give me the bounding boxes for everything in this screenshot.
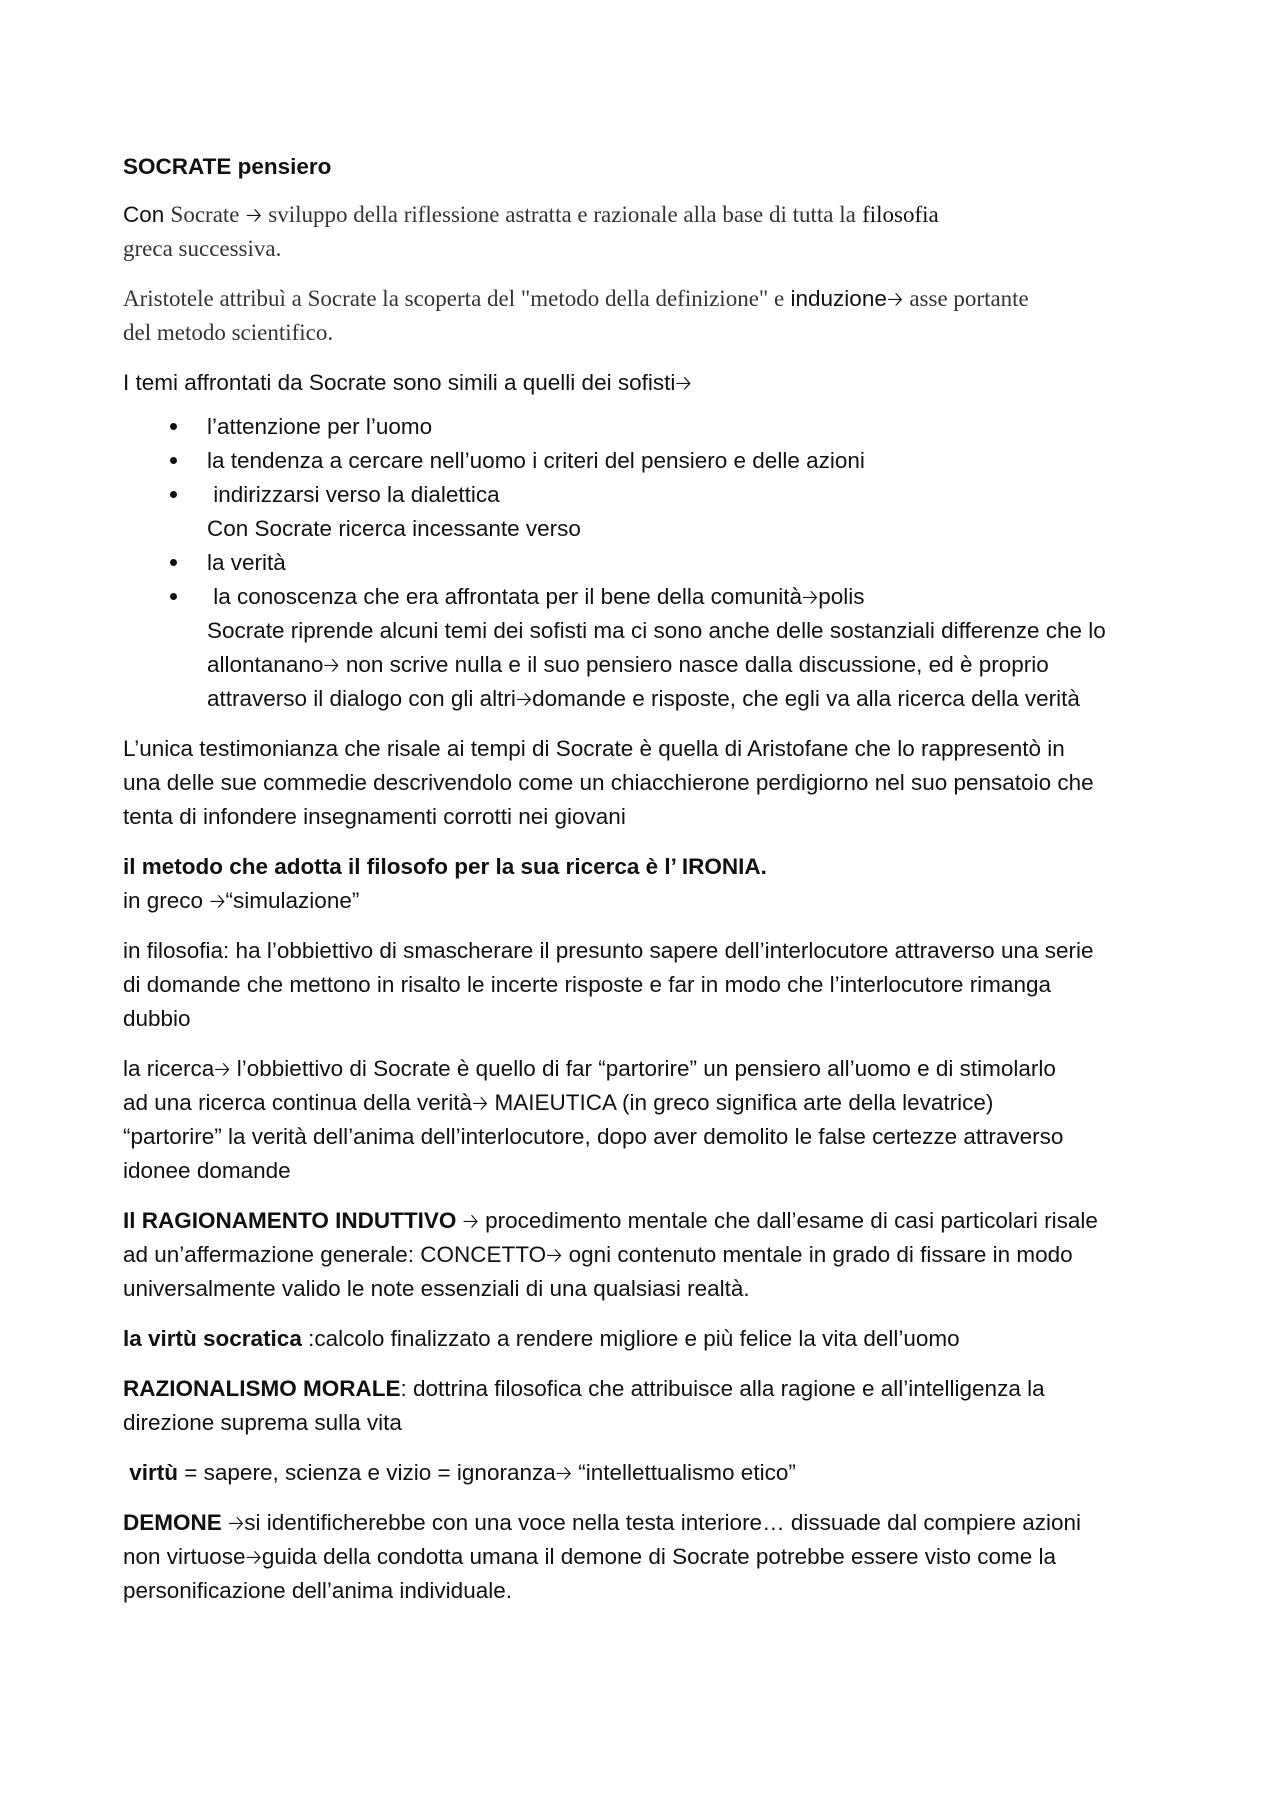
- text: idonee domande: [123, 1158, 291, 1183]
- text: universalmente valido le note essenziali di una qualsiasi realtà.: [123, 1276, 750, 1301]
- paragraph-aristofane: [123, 732, 1168, 834]
- text: virtù: [123, 1460, 179, 1485]
- text: Socrate riprende alcuni temi dei sofisti ma ci sono anche delle sostanziali differenze che lo: [207, 618, 1106, 643]
- arrow-right-icon: 🡢: [886, 287, 904, 311]
- text: “simulazione”: [225, 888, 360, 913]
- text: in filosofia: ha l’obbiettivo di smascherare il presunto sapere dell’interlocutore attraverso una serie: [123, 938, 1094, 963]
- list-item: l’attenzione per l’uomo: [123, 410, 1168, 444]
- paragraph-razionalismo: [123, 1372, 1168, 1440]
- list-item: la verità: [123, 546, 1168, 580]
- text: “partorire” la verità dell’anima dell’interlocutore, dopo aver demolito le false certezze attraverso: [123, 1124, 1064, 1149]
- text: la virtù socratica: [123, 1326, 302, 1351]
- text: tenta di infondere insegnamenti corrotti nei giovani: [123, 804, 626, 829]
- text: MAIEUTICA (in greco significa arte della levatrice): [488, 1090, 994, 1115]
- paragraph-maieutica: [123, 1052, 1168, 1188]
- text: induzione: [790, 286, 887, 311]
- text: :calcolo finalizzato a rendere migliore e più felice la vita dell’uomo: [301, 1326, 960, 1351]
- bullet-list: [123, 410, 1168, 716]
- text: polis: [818, 584, 865, 609]
- text: il metodo che adotta il filosofo per la sua ricerca è l’ IRONIA.: [123, 854, 767, 879]
- text: non scrive nulla e il suo pensiero nasce dalla discussione, ed è proprio: [339, 652, 1049, 677]
- list-item: la tendenza a cercare nell’uomo i criteri del pensiero e delle azioni: [123, 444, 1168, 478]
- text: si identificherebbe con una voce nella testa interiore… dissuade dal compiere azioni: [244, 1510, 1081, 1535]
- text: greca successiva.: [123, 236, 282, 261]
- text: in greco: [123, 888, 210, 913]
- arrow-right-icon: 🡢: [245, 1545, 262, 1569]
- paragraph-filosofia: [123, 934, 1168, 1036]
- text: RAZIONALISMO MORALE: [123, 1376, 401, 1401]
- arrow-right-icon: 🡢: [675, 371, 692, 395]
- arrow-right-icon: 🡢: [228, 1511, 245, 1535]
- text: Con: [123, 202, 165, 227]
- text: non virtuose: [123, 1544, 246, 1569]
- text: dubbio: [123, 1006, 191, 1031]
- text: “intellettualismo etico”: [571, 1460, 796, 1485]
- paragraph-induttivo: [123, 1204, 1168, 1306]
- text: l’obbiettivo di Socrate è quello di far “partorire” un pensiero all’uomo e di stimolarlo: [230, 1056, 1056, 1081]
- text: domande e risposte, che egli va alla ricerca della verità: [532, 686, 1080, 711]
- text: sviluppo della riflessione astratta e razionale alla base di tutta la: [268, 202, 856, 227]
- paragraph-demone: [123, 1506, 1168, 1608]
- text: guida della condotta umana il demone di Socrate potrebbe essere visto come la: [261, 1544, 1057, 1569]
- text: L’unica testimonianza che risale ai tempi di Socrate è quella di Aristofane che lo rappresentò in: [123, 736, 1065, 761]
- paragraph-temi: [123, 366, 1168, 400]
- arrow-right-icon: 🡢: [546, 1243, 563, 1267]
- document-title: SOCRATE pensiero: [123, 154, 332, 179]
- text: = sapere, scienza e vizio = ignoranza: [178, 1460, 556, 1485]
- arrow-right-icon: 🡢: [515, 687, 533, 711]
- text: asse portante: [909, 286, 1029, 311]
- arrow-right-icon: 🡢: [214, 1057, 231, 1081]
- text: Il RAGIONAMENTO INDUTTIVO: [123, 1208, 457, 1233]
- text: Aristotele attribuì a Socrate la scoperta del "metodo della definizione" e: [123, 286, 785, 311]
- paragraph-virtu: [123, 1456, 1168, 1490]
- arrow-right-icon: 🡢: [471, 1091, 489, 1115]
- text: procedimento mentale che dall’esame di casi particolari risale: [478, 1208, 1098, 1233]
- document-page: [123, 150, 1168, 1624]
- arrow-right-icon: 🡢: [462, 1209, 479, 1233]
- arrow-right-icon: 🡢: [801, 585, 819, 609]
- text: direzione suprema sulla vita: [123, 1410, 402, 1435]
- text: I temi affrontati da Socrate sono simili a quelli dei sofisti: [123, 370, 676, 395]
- text: indirizzarsi verso la dialettica: [207, 482, 500, 507]
- text: ad un’affermazione generale: CONCETTO: [123, 1242, 547, 1267]
- text: ogni contenuto mentale in grado di fissare in modo: [562, 1242, 1073, 1267]
- text: del metodo scientifico.: [123, 320, 334, 345]
- paragraph-virtu-socratica: [123, 1322, 1168, 1356]
- text: la conoscenza che era affrontata per il bene della comunità: [207, 584, 802, 609]
- paragraph-socrate-intro: [123, 198, 1168, 266]
- list-item: [123, 580, 1168, 716]
- text: personificazione dell’anima individuale.: [123, 1578, 512, 1603]
- text: Con Socrate ricerca incessante verso: [207, 516, 581, 541]
- text: Socrate: [170, 202, 240, 227]
- text: di domande che mettono in risalto le incerte risposte e far in modo che l’interlocutore rimanga: [123, 972, 1051, 997]
- text: attraverso il dialogo con gli altri: [207, 686, 516, 711]
- text: ad una ricerca continua della verità: [123, 1090, 472, 1115]
- list-item: [123, 478, 1168, 546]
- paragraph-aristotele: [123, 282, 1168, 350]
- text: DEMONE: [123, 1510, 229, 1535]
- arrow-right-icon: 🡢: [245, 203, 263, 227]
- text: la ricerca: [123, 1056, 215, 1081]
- text: una delle sue commedie descrivendolo come un chiacchierone perdigiorno nel suo pensatoio che: [123, 770, 1094, 795]
- text: filosofia: [862, 202, 939, 227]
- text: allontanano: [207, 652, 324, 677]
- paragraph-ironia: [123, 850, 1168, 918]
- arrow-right-icon: 🡢: [209, 889, 226, 913]
- arrow-right-icon: 🡢: [323, 653, 340, 677]
- arrow-right-icon: 🡢: [555, 1461, 572, 1485]
- text: : dottrina filosofica che attribuisce alla ragione e all’intelligenza la: [400, 1376, 1045, 1401]
